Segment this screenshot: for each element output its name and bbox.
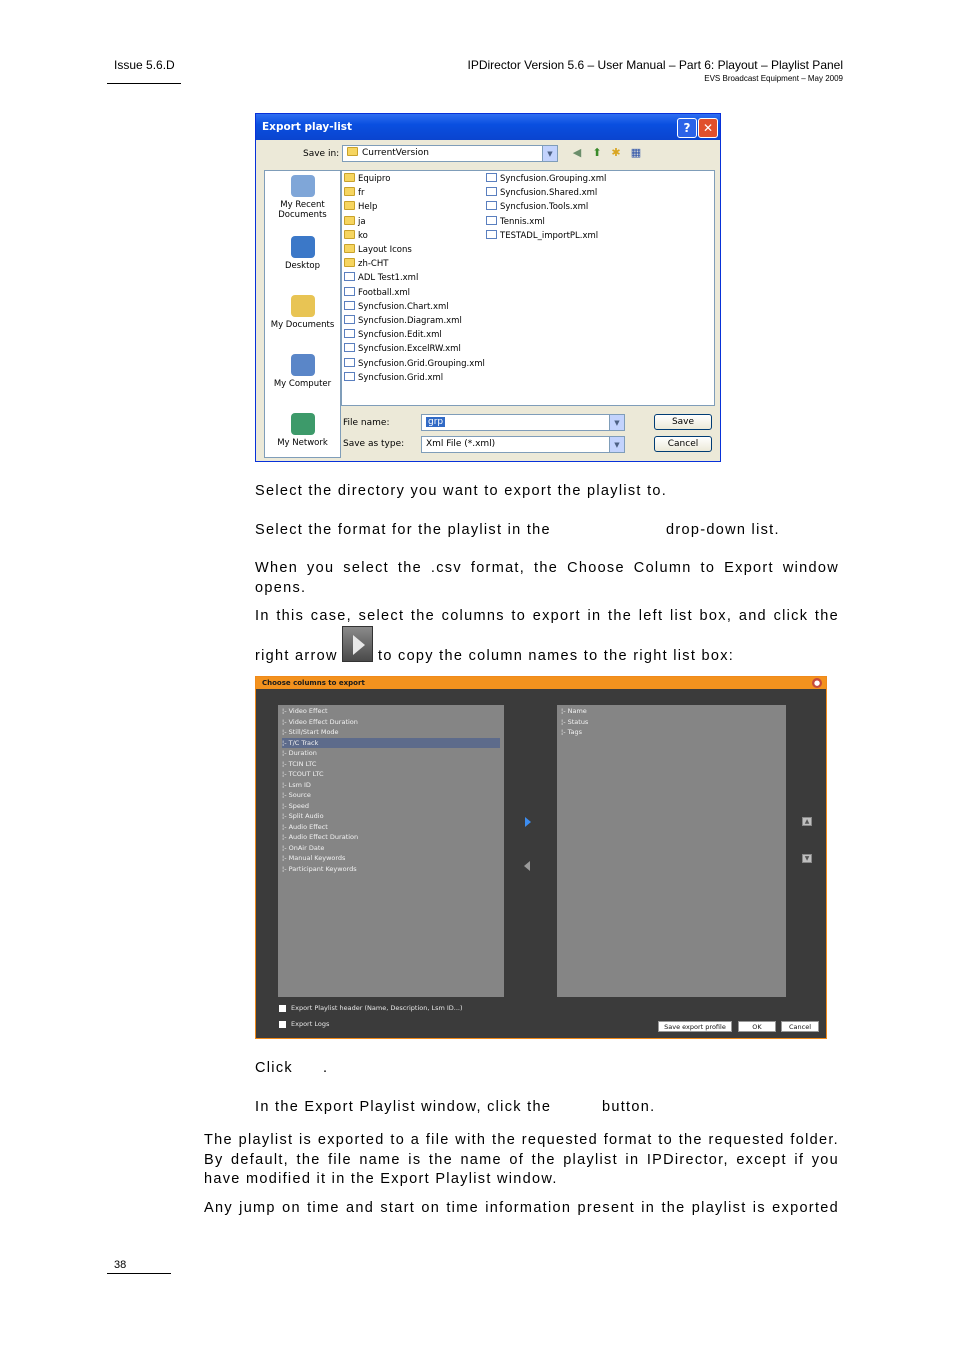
- column-item[interactable]: [282, 811, 500, 822]
- column-item-label: Lsm ID: [288, 780, 311, 789]
- xml-file-icon: [344, 272, 355, 281]
- save-in-combo[interactable]: [342, 145, 558, 162]
- tree-branch-icon: ¦-: [282, 822, 289, 831]
- column-item[interactable]: [282, 832, 500, 843]
- file-item[interactable]: [486, 187, 597, 200]
- recent-documents-icon: [291, 175, 315, 197]
- my-documents-icon: [291, 295, 315, 317]
- column-item[interactable]: [282, 759, 500, 770]
- export-logs-checkbox[interactable]: [279, 1021, 286, 1028]
- file-item-label: Syncfusion.Edit.xml: [358, 330, 442, 341]
- tree-branch-icon: ¦-: [282, 717, 289, 726]
- right-arrow-button: [342, 626, 373, 662]
- xml-file-icon: [344, 315, 355, 324]
- chevron-down-icon[interactable]: ▼: [609, 415, 624, 430]
- file-item-label: ADL Test1.xml: [358, 273, 419, 284]
- column-item[interactable]: [561, 717, 782, 728]
- column-item-label: Status: [567, 717, 589, 726]
- file-item-label: ko: [358, 230, 368, 241]
- file-item[interactable]: [486, 201, 588, 214]
- file-item[interactable]: [344, 244, 412, 257]
- file-item[interactable]: [344, 301, 449, 314]
- file-item[interactable]: [344, 329, 442, 342]
- file-item[interactable]: [344, 343, 461, 356]
- export-logs-label: Export Logs: [291, 1020, 330, 1028]
- right-arrow-icon: [353, 635, 365, 655]
- step-click-ok: Click: [255, 1060, 293, 1076]
- column-item-label: Duration: [288, 749, 317, 757]
- file-item-label: Syncfusion.Grid.xml: [358, 372, 444, 383]
- place-label: Desktop: [284, 261, 321, 271]
- tree-branch-icon: ¦-: [282, 812, 289, 820]
- xml-file-icon: [344, 301, 355, 310]
- column-item[interactable]: [282, 738, 500, 749]
- tree-branch-icon: ¦-: [282, 759, 289, 768]
- close-button[interactable]: ✕: [698, 118, 718, 138]
- place-desktop[interactable]: [265, 236, 340, 271]
- column-item-label: OnAir Date: [288, 843, 325, 852]
- tree-branch-icon: ¦-: [561, 707, 568, 715]
- file-item-label: Syncfusion.Grid.Grouping.xml: [358, 358, 485, 369]
- column-item-label: Audio Effect Duration: [288, 833, 359, 841]
- header-issue: Issue 5.6.D: [114, 58, 175, 72]
- column-item-label: Split Audio: [288, 812, 324, 820]
- column-item-label: TCIN LTC: [288, 759, 317, 768]
- file-item-label: Syncfusion.Grouping.xml: [500, 174, 607, 184]
- folder-icon: [344, 173, 355, 182]
- step-click-save-part1: In the Export Playlist window, click the: [255, 1099, 552, 1115]
- column-item-label: Still/Start Mode: [288, 728, 339, 736]
- file-item-label: Layout Icons: [358, 245, 412, 255]
- xml-file-icon: [486, 201, 497, 210]
- export-playlist-dialog: [255, 113, 721, 462]
- file-item[interactable]: [344, 358, 485, 371]
- page-number: 38: [114, 1259, 127, 1271]
- choose-columns-dialog: [255, 676, 827, 1039]
- column-item[interactable]: [282, 727, 500, 738]
- tree-branch-icon: ¦-: [561, 728, 568, 736]
- file-item-label: Football.xml: [358, 287, 411, 298]
- column-item[interactable]: [282, 801, 500, 812]
- place-my-network[interactable]: [265, 413, 340, 448]
- xml-file-icon: [486, 216, 497, 225]
- step-select-columns-line1: In this case, select the columns to export in the left list box, and click the: [255, 608, 839, 624]
- file-item[interactable]: [486, 230, 598, 243]
- move-up-icon[interactable]: ▲: [802, 817, 812, 826]
- file-item[interactable]: [344, 230, 368, 243]
- column-item[interactable]: [282, 769, 500, 780]
- place-label: My Recent Documents: [278, 200, 327, 220]
- column-item[interactable]: [282, 864, 500, 875]
- chevron-down-icon[interactable]: ▼: [609, 437, 624, 452]
- jump-on-time-paragraph: Any jump on time and start on time information present in the playlist is exported: [204, 1200, 839, 1216]
- folder-icon: [344, 258, 355, 267]
- place-my-recent-documents[interactable]: [265, 175, 340, 220]
- back-icon[interactable]: ◀: [572, 146, 582, 159]
- header-title: IPDirector Version 5.6 – User Manual – Part 6: Playout – Playlist Panel: [467, 58, 843, 72]
- footer-rule: [107, 1273, 171, 1274]
- file-item[interactable]: [486, 173, 606, 186]
- move-right-icon[interactable]: [525, 817, 531, 827]
- column-item-label: Source: [288, 791, 311, 799]
- cancel-button[interactable]: Cancel: [654, 436, 712, 452]
- tree-branch-icon: ¦-: [282, 707, 289, 715]
- xml-file-icon: [486, 230, 497, 239]
- available-columns-list[interactable]: [278, 705, 504, 997]
- selected-columns-list[interactable]: [557, 705, 786, 997]
- file-item-label: Help: [358, 202, 378, 213]
- place-label: My Computer: [273, 379, 332, 389]
- column-item-label: Tags: [567, 728, 582, 736]
- step-select-format-part1: Select the format for the playlist in the: [255, 522, 551, 538]
- save-export-profile-button[interactable]: Save export profile: [658, 1021, 732, 1032]
- xml-file-icon: [344, 329, 355, 338]
- column-item-label: Speed: [288, 801, 309, 810]
- tree-branch-icon: ¦-: [282, 738, 289, 747]
- view-menu-icon[interactable]: ▦: [630, 146, 642, 159]
- help-button[interactable]: ?: [677, 118, 697, 138]
- column-item[interactable]: [282, 790, 500, 801]
- file-item-label: Tennis.xml: [500, 216, 545, 227]
- file-item-label: Syncfusion.Shared.xml: [500, 188, 598, 199]
- file-name-input[interactable]: [421, 414, 625, 431]
- my-network-icon: [291, 413, 315, 435]
- move-left-icon[interactable]: [524, 861, 530, 871]
- save-as-type-value: Xml File (*.xml): [426, 439, 496, 449]
- column-item[interactable]: [282, 853, 500, 864]
- dialog-title: Choose columns to export: [256, 677, 826, 689]
- column-item[interactable]: [282, 843, 500, 854]
- move-down-icon[interactable]: ▼: [802, 854, 812, 863]
- my-computer-icon: [291, 354, 315, 376]
- file-item-label: Syncfusion.Chart.xml: [358, 301, 449, 312]
- folder-icon: [347, 147, 358, 156]
- column-item-label: Video Effect Duration: [288, 717, 358, 726]
- column-item-label: TCOUT LTC: [288, 770, 324, 778]
- ok-button[interactable]: OK: [738, 1021, 776, 1032]
- step-select-columns-line2: to copy the column names to the right list box:: [378, 648, 735, 664]
- step-select-directory: Select the directory you want to export the playlist to.: [255, 483, 668, 499]
- step-select-format-part2: drop-down list.: [666, 522, 780, 538]
- places-bar: [264, 170, 341, 458]
- tree-branch-icon: ¦-: [282, 770, 289, 778]
- place-my-documents[interactable]: [265, 295, 340, 330]
- tree-branch-icon: ¦-: [561, 717, 568, 726]
- tree-branch-icon: ¦-: [282, 780, 289, 789]
- place-my-computer[interactable]: [265, 354, 340, 389]
- tree-branch-icon: ¦-: [282, 854, 289, 862]
- save-as-type-select[interactable]: [421, 436, 625, 453]
- column-item-label: T/C Track: [288, 738, 319, 747]
- tree-branch-icon: ¦-: [282, 833, 289, 841]
- xml-file-icon: [344, 343, 355, 352]
- xml-file-icon: [344, 287, 355, 296]
- file-item-label: TESTADL_importPL.xml: [500, 230, 599, 241]
- step-csv-format: When you select the .csv format, the Choose Column to Export window opens.: [255, 560, 839, 596]
- folder-icon: [344, 216, 355, 225]
- file-item[interactable]: [344, 201, 377, 214]
- file-item[interactable]: [344, 173, 390, 186]
- save-button[interactable]: Save: [654, 414, 712, 430]
- folder-icon: [344, 244, 355, 253]
- file-item[interactable]: [344, 258, 388, 271]
- column-item[interactable]: [282, 706, 500, 717]
- tree-branch-icon: ¦-: [282, 749, 289, 757]
- column-item-label: Name: [567, 707, 587, 715]
- export-header-checkbox[interactable]: [279, 1005, 286, 1012]
- column-item[interactable]: [282, 717, 500, 728]
- save-in-value: CurrentVersion: [362, 148, 429, 158]
- place-label: My Documents: [270, 320, 335, 330]
- folder-icon: [344, 201, 355, 210]
- file-item[interactable]: [344, 372, 443, 385]
- file-item-label: Equipro: [358, 174, 391, 184]
- close-icon[interactable]: ●: [813, 679, 821, 687]
- file-item-label: ja: [358, 216, 366, 227]
- column-item-label: Audio Effect: [288, 822, 328, 831]
- tree-branch-icon: ¦-: [282, 801, 289, 810]
- desktop-icon: [291, 236, 315, 258]
- folder-icon: [344, 230, 355, 239]
- file-item-label: Syncfusion.ExcelRW.xml: [358, 344, 461, 355]
- file-item-label: Syncfusion.Tools.xml: [500, 202, 589, 213]
- tree-branch-icon: ¦-: [282, 728, 289, 736]
- file-item-label: Syncfusion.Diagram.xml: [358, 316, 462, 326]
- chevron-down-icon[interactable]: ▼: [542, 146, 557, 161]
- header-rule: [107, 83, 181, 84]
- dialog-title: Export play-list: [256, 114, 720, 140]
- file-item-label: fr: [358, 188, 365, 199]
- step-click-save-part2: button.: [602, 1099, 656, 1115]
- xml-file-icon: [486, 173, 497, 182]
- column-item[interactable]: [561, 727, 782, 738]
- step-click-ok-period: .: [323, 1060, 329, 1076]
- file-item[interactable]: [344, 315, 462, 328]
- save-as-type-label: Save as type:: [343, 439, 405, 449]
- xml-file-icon: [344, 358, 355, 367]
- column-item[interactable]: [282, 748, 500, 759]
- column-item[interactable]: [282, 780, 500, 791]
- cancel-button[interactable]: Cancel: [781, 1021, 819, 1032]
- column-item-label: Video Effect: [288, 707, 328, 715]
- tree-branch-icon: ¦-: [282, 791, 289, 799]
- export-header-label: Export Playlist header (Name, Description, Lsm ID...): [291, 1004, 463, 1012]
- xml-file-icon: [344, 372, 355, 381]
- file-item[interactable]: [486, 216, 545, 229]
- column-item[interactable]: [561, 706, 782, 717]
- xml-file-icon: [486, 187, 497, 196]
- file-item[interactable]: [344, 216, 366, 229]
- file-name-value: grp: [428, 417, 444, 427]
- step-select-columns-right-arrow: right arrow: [255, 648, 338, 664]
- up-folder-icon[interactable]: ⬆: [592, 146, 602, 159]
- file-item[interactable]: [344, 272, 418, 285]
- file-item[interactable]: [344, 187, 365, 200]
- column-item-label: Manual Keywords: [288, 854, 346, 862]
- file-list[interactable]: [341, 170, 715, 406]
- new-folder-icon[interactable]: ✱: [611, 146, 621, 159]
- file-name-label: File name:: [343, 418, 390, 428]
- file-item-label: zh-CHT: [358, 259, 389, 270]
- column-item[interactable]: [282, 822, 500, 833]
- header-subtitle: EVS Broadcast Equipment – May 2009: [704, 74, 843, 83]
- tree-branch-icon: ¦-: [282, 864, 289, 873]
- result-paragraph: The playlist is exported to a file with the requested format to the requested folder. By default, the file name is the name of the playlist in IPDirector, except if you have modified it in the Export Playlist window.: [204, 1132, 839, 1187]
- place-label: My Network: [277, 438, 328, 448]
- file-item[interactable]: [344, 287, 410, 300]
- column-item-label: Participant Keywords: [288, 864, 357, 873]
- folder-icon: [344, 187, 355, 196]
- tree-branch-icon: ¦-: [282, 843, 289, 852]
- save-in-label: Save in:: [303, 149, 340, 159]
